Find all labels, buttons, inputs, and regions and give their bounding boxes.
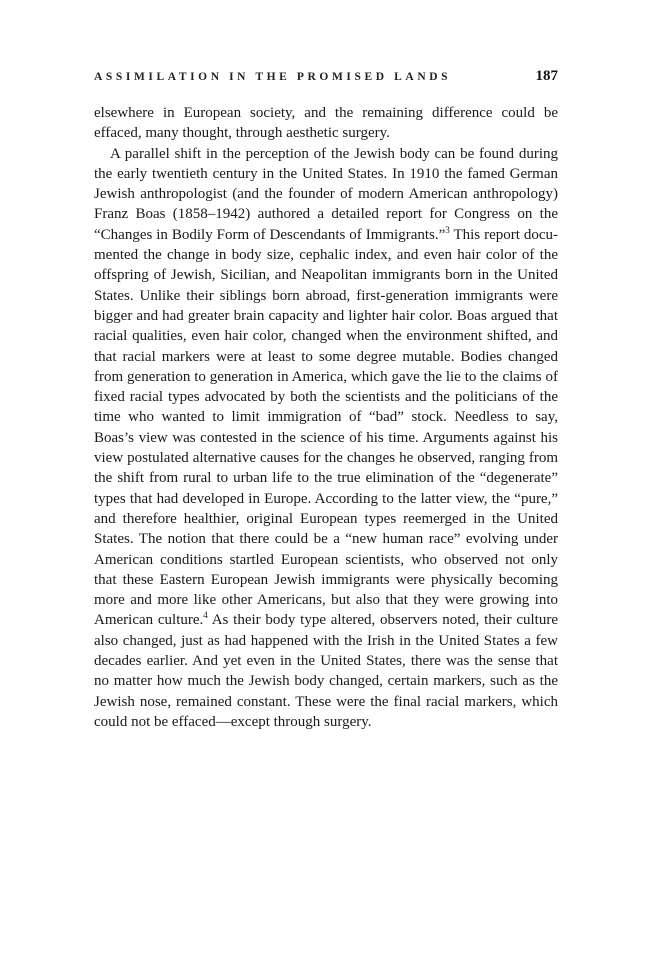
paragraph: [94, 144, 558, 733]
running-title: ASSIMILATION IN THE PROMISED LANDS: [94, 71, 452, 83]
footnote-ref: 4: [203, 610, 208, 621]
footnote-ref: 3: [445, 224, 450, 235]
body-text: [94, 103, 558, 732]
paragraph-continued: [94, 103, 558, 144]
text-run: elsewhere in European society, and the remaining difference could be effaced, many thought, through aesthetic surgery.: [94, 105, 558, 142]
page-number: 187: [535, 68, 558, 84]
running-head: [94, 68, 558, 88]
text-run: This report documented the change in body size, cephalic index, and even hair color of the offspring of Jewish, Sicilian, and Neapolitan immigrants born in the United States. Unlike their siblings born abroad, first-generation immigrants were bigger and had greater brain capacity and lighter hair color. Boas argued that racial qualities, even hair color, changed when the environment shifted, and that racial markers were at least to some degree mutable. Bodies changed from generation to generation in America, which gave the lie to the claims of fixed racial types advocated by both the scientists and the politicians of the time who wanted to limit immigration of “bad” stock. Needless to say, Boas’s view was contested in the science of his time. Arguments against his view postulated alternative causes for the changes he observed, ranging from the shift from rural to urban life to the true elimination of the “degenerate” types that had developed in Europe. According to the latter view, the “pure,” and therefore healthier, original European types reemerged in the United States. The notion that there could be a “new human race” evolving under American conditions startled European scientists, who observed not only that these Eastern European Jewish immigrants were physically becoming more and more like other Americans, but also that they were growing into American culture.: [94, 226, 558, 629]
text-run: As their body type altered, observers noted, their culture also changed, just as had happened with the Irish in the United States a few decades earlier. And yet even in the United States, there was the sense that no matter how much the Jewish body changed, certain markers, such as the Jewish nose, remained constant. These were the final racial markers, which could not be effaced—except through surgery.: [94, 612, 559, 730]
text-run: A parallel shift in the perception of the Jewish body can be found during the early twentieth century in the United States. In 1910 the famed German Jewish anthropologist (and the founder of modern American anthropology) Franz Boas (1858–1942) authored a detailed report for Congress on the “Changes in Bodily Form of Descendants of Immigrants.”: [94, 145, 558, 243]
